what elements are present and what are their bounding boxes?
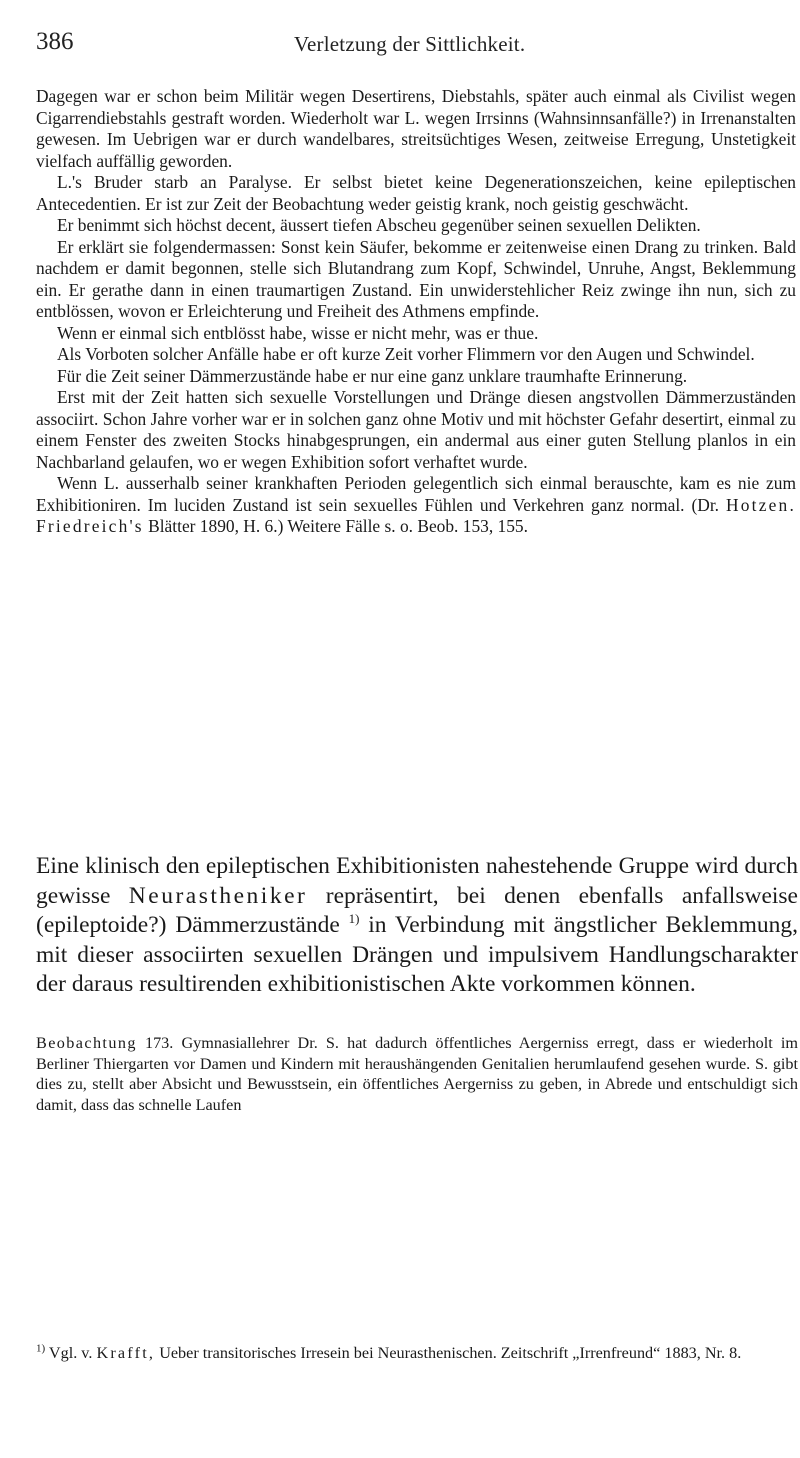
paragraph [36, 473, 796, 538]
running-title: Verletzung der Sittlichkeit. [294, 32, 526, 56]
footnote-prefix: Vgl. v. [45, 1344, 97, 1362]
paragraph: Erst mit der Zeit hatten sich sexuelle Vorstellungen und Dränge diesen angstvollen Dämmerzuständen associirt. Schon Jahre vorher war er in solchen ganz ohne Motiv und mit höchster Gefahr desertirt, einmal zu einem Fenster des zweiten Stocks hinabgesprungen, ein andermal aus einer guten Stellung planlos in ein Nachbarland gelaufen, wo er wegen Exhibition sofort verhaftet wurde. [36, 387, 796, 472]
paragraph: Dagegen war er schon beim Militär wegen Desertirens, Diebstahls, später auch einmal als Civilist wegen Cigarrendiebstahls gestraft worden. Wiederholt war L. wegen Irrsinns (Wahnsinnsanfälle?) in Irrenanstalten gewesen. Im Uebrigen war er durch wandelbares, streitsüchtiges Wesen, zeitweise Erregung, Unstetigkeit vielfach auffällig geworden. [36, 86, 796, 171]
heading-text: Eine klinisch den epileptischen Exhibitionisten nahestehende Gruppe wird durch gewisse [36, 853, 798, 909]
journal-name: Friedreich's [36, 516, 144, 536]
paragraph: Wenn er einmal sich entblösst habe, wisse er nicht mehr, was er thue. [57, 322, 539, 343]
citation-text: Blätter 1890, H. 6.) Weitere Fälle s. o. Beob. 153, 155. [143, 516, 528, 536]
observation-text: 173. Gymnasiallehrer Dr. S. hat dadurch öffentliches Aergerniss erregt, dass er wiederholt im Berliner Thiergarten vor Damen und Kindern mit heraushängenden Genitalien herumlaufend gesehen wurde. S. gibt dies zu, stellt aber Absicht und Bewusstsein, ein öffentliches Aergerniss zu geben, in Abrede und entschuldigt sich damit, dass das schnelle Laufen [36, 1034, 798, 1114]
paragraph-text: Wenn L. ausserhalb seiner krankhaften Perioden gelegentlich sich einmal berauschte, kam es nie zum Exhibitioniren. Im luciden Zustand ist sein sexuelles Fühlen und Verkehren ganz normal. (Dr. [36, 473, 796, 515]
heading-text: repräsentirt, bei denen ebenfalls anfallsweise (epileptoide?) Dämmerzustände [36, 882, 798, 938]
emphasized-term: Neurastheniker [128, 882, 308, 909]
footnote-text: Ueber transitorisches Irresein bei Neurasthenischen. Zeitschrift „Irrenfreund“ 1883, Nr. 8. [155, 1344, 742, 1362]
author-name: Hotzen. [726, 494, 796, 515]
paragraph: L.'s Bruder starb an Paralyse. Er selbst bietet keine Degenerationszeichen, keine epileptischen Antecedentien. Er ist zur Zeit der Beobachtung weder geistig krank, noch geistig geschwächt. [36, 172, 796, 214]
observation-paragraph [36, 1033, 798, 1115]
paragraph: Er erklärt sie folgendermassen: Sonst kein Säufer, bekomme er zeitenweise einen Drang zu trinken. Bald nachdem er damit begonnen, stelle sich Blutandrang zum Kopf, Schwindel, Unruhe, Angst, Beklemmung ein. Er gerathe dann in einen traumartigen Zustand. Ein unwiderstehlicher Reiz zwinge ihn nun, sich zu entblössen, wovon er Erleichterung und Freiheit des Athmens empfinde. [36, 236, 796, 321]
footnote [36, 1343, 798, 1364]
case-report-text [36, 86, 796, 538]
heading-text: in Verbindung mit ängstlicher Beklemmung, mit dieser associirten sexuellen Drängen und impulsivem Handlungscharakter der daraus resultirenden exhibitionistischen Akte vorkommen können. [36, 912, 798, 997]
paragraph: Als Vorboten solcher Anfälle habe er oft kurze Zeit vorher Flimmern vor den Augen und Schwindel. [57, 344, 755, 364]
paragraph: Für die Zeit seiner Dämmerzustände habe er nur eine ganz unklare traumhafte Erinnerung. [57, 365, 688, 386]
observation-label: Beobachtung [36, 1034, 137, 1052]
footnote-author: Krafft, [96, 1344, 156, 1362]
page-number: 386 [36, 28, 74, 55]
paragraph: Er benimmt sich höchst decent, äussert tiefen Abscheu gegenüber seinen sexuellen Delikten. [57, 215, 701, 235]
large-print-paragraph [36, 852, 798, 1000]
footnote-reference[interactable]: 1) [348, 911, 360, 927]
page-header [36, 28, 776, 68]
footnote-mark: 1) [36, 1342, 46, 1355]
